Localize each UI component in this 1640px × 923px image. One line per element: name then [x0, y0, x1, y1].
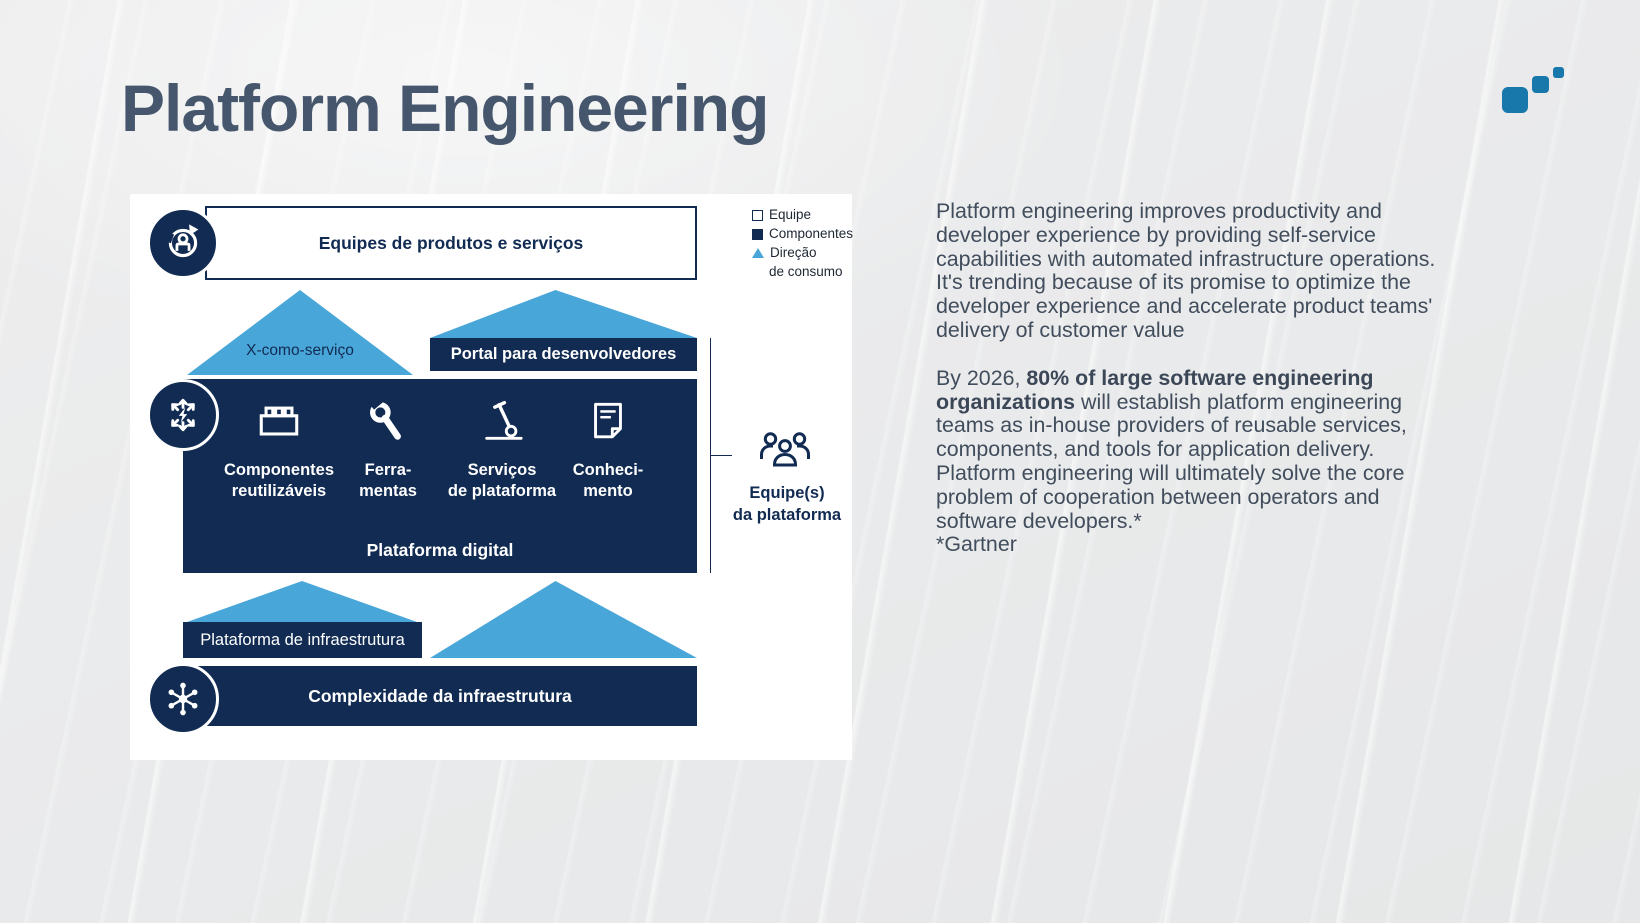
infra-platform-triangle: [187, 581, 417, 622]
legend-label: Direção: [770, 245, 817, 260]
platform-item-knowledge: [555, 399, 661, 502]
portal-triangle: [430, 290, 697, 338]
platform-item-label: Ferra- mentas: [359, 461, 417, 500]
legend-item-equipe: [752, 206, 853, 224]
document-icon: [585, 399, 631, 445]
developer-portal-label: Portal para desenvolvedores: [450, 345, 677, 363]
logo-square-small-icon: [1553, 67, 1564, 78]
infra-platform-box: [183, 622, 422, 658]
digital-platform-box: [183, 379, 697, 573]
infra-complexity-label: Complexidade da infraestrutura: [308, 685, 572, 706]
platform-item-services: [443, 399, 561, 502]
lever-icon: [479, 399, 525, 445]
infra-platform-label: Plataforma de infraestrutura: [200, 630, 405, 649]
product-teams-box: [205, 206, 697, 280]
user-cycle-badge: [147, 207, 219, 279]
legend-item-componentes: [752, 225, 853, 243]
network-hub-icon: [155, 671, 211, 727]
legend-item-direcao: [752, 244, 853, 262]
user-refresh-icon: [155, 215, 211, 271]
network-badge: [147, 663, 219, 735]
digital-platform-label: Plataforma digital: [366, 540, 514, 560]
legend-label: Equipe: [769, 207, 812, 222]
developer-portal-box: [430, 338, 697, 371]
legend: [752, 206, 853, 282]
x-as-service-label: X-como-serviço: [246, 342, 354, 359]
triangle-icon: [752, 248, 764, 258]
platform-item-label: Componentes reutilizáveis: [223, 461, 334, 500]
platform-item-label: Conheci- mento: [572, 461, 644, 500]
description-paragraph-2: By 2026, 80% of large software engineering organizations will establish platform engineering teams as in-house providers of reusable services, components, and tools for application delivery. Platform engineering will ultimately solve the core problem of cooperation between operators and software developers.* *Gartner: [936, 365, 1407, 557]
platform-item-label: Serviços de plataforma: [447, 461, 557, 500]
x-as-service-triangle: [187, 290, 413, 375]
description-paragraph-1: Platform engineering improves productivity and developer experience by providing self-service capabilities with automated infrastructure operations. It's trending because of its promise to optimize the developer experience and accelerate product teams' delivery of customer value: [936, 199, 1436, 342]
platform-team-label: Equipe(s) da plataforma: [732, 484, 842, 524]
description-panel: [936, 200, 1441, 581]
logo-square-large-icon: [1502, 87, 1528, 113]
platform-item-components: [223, 399, 335, 502]
team-people-icon: [757, 430, 813, 472]
gartner-footnote: *Gartner: [936, 532, 1017, 557]
legend-label: de consumo: [769, 264, 843, 279]
logo-square-medium-icon: [1532, 76, 1549, 93]
infra-complexity-triangle: [430, 581, 697, 658]
platform-team-bracket-tick: [710, 455, 732, 456]
outline-square-icon: [752, 210, 763, 221]
gartner-prediction-bold: 80% of large software engineering organizations: [936, 365, 1374, 414]
filled-square-icon: [752, 229, 763, 240]
legend-label: Componentes: [769, 226, 854, 241]
page-title: Platform Engineering: [121, 71, 769, 145]
arrows-out-lightning-icon: [155, 387, 211, 443]
product-teams-label: Equipes de produtos e serviços: [318, 232, 584, 253]
infra-complexity-bar: [183, 666, 697, 726]
dispatch-badge: [147, 379, 219, 451]
legend-item-direcao-line2: [752, 263, 853, 281]
platform-diagram-panel: [130, 194, 852, 760]
lego-brick-icon: [256, 399, 302, 445]
platform-item-tools: [333, 399, 443, 502]
wrench-icon: [365, 399, 411, 445]
